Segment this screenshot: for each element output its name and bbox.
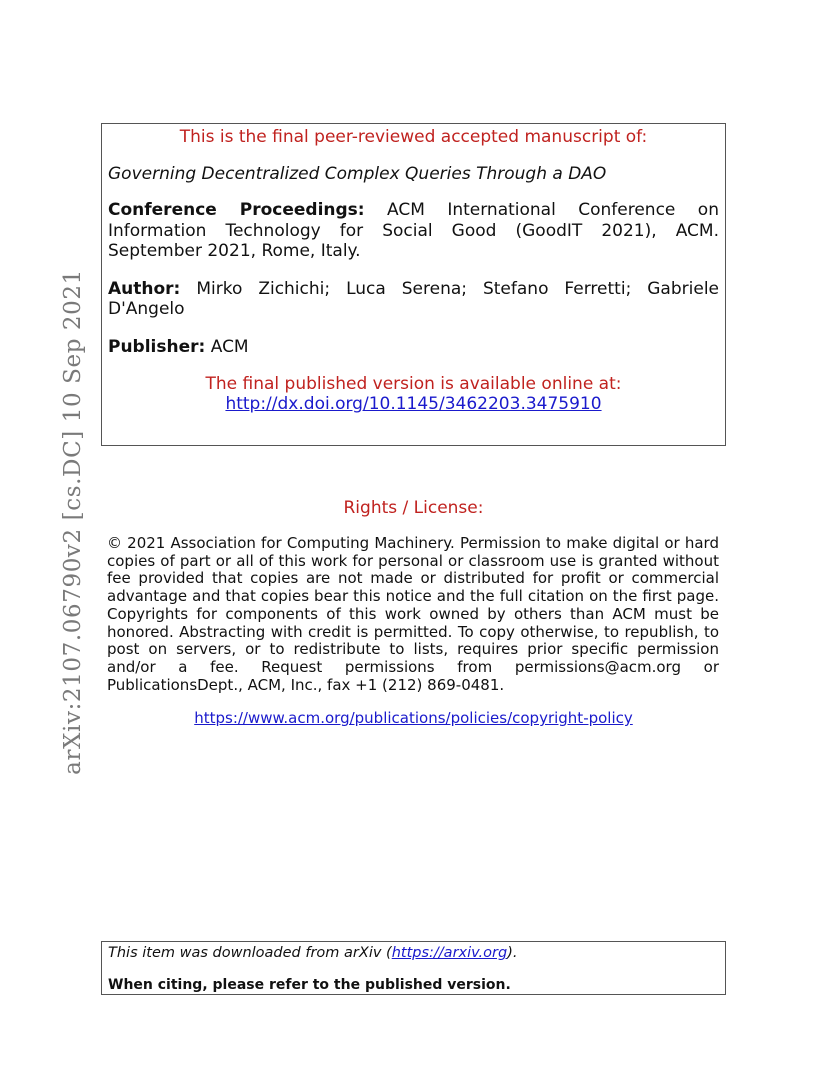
doi-line xyxy=(108,394,719,414)
conference-value: ACM International Conference on Information Technology for Social Good (GoodIT 2021), ACM. September 2021, Rome, Italy. xyxy=(108,200,719,261)
citing-note: When citing, please refer to the published version. xyxy=(108,977,511,993)
download-notice xyxy=(108,944,719,962)
conference-proceedings xyxy=(108,200,719,262)
download-prefix: This item was downloaded from arXiv ( xyxy=(108,945,392,961)
publisher-value: ACM xyxy=(205,336,249,357)
arxiv-identifier: arXiv:2107.06790v2 [cs.DC] 10 Sep 2021 xyxy=(60,269,87,775)
publisher-label: Publisher: xyxy=(108,336,206,357)
copyright-policy-link[interactable]: https://www.acm.org/publications/policies/copyright-policy xyxy=(194,709,633,727)
download-notice-box xyxy=(101,941,726,995)
copyright-policy-line xyxy=(101,709,726,727)
publisher xyxy=(108,337,719,358)
rights-text: © 2021 Association for Computing Machinery. Permission to make digital or hard copies of part or all of this work for personal or classroom use is granted without fee provided that copies are not made or distributed for profit or commercial advantage and that copies bear this notice and the full citation on the first page. Copyrights for components of this work owned by others than ACM must be honored. Abstracting with credit is permitted. To copy otherwise, to republish, to post on servers, or to redistribute to lists, requires prior specific permission and/or a fee. Request permissions from permissions@acm.org or PublicationsDept., ACM, Inc., fax +1 (212) 869-0481. xyxy=(107,534,719,694)
manuscript-header: This is the final peer-reviewed accepted manuscript of: xyxy=(179,127,648,147)
arxiv-side-stamp xyxy=(56,269,90,775)
author-value: Mirko Zichichi; Luca Serena; Stefano Ferretti; Gabriele D'Angelo xyxy=(108,278,719,319)
paper-title: Governing Decentralized Complex Queries Through a DAO xyxy=(108,164,607,184)
published-version-note: The final published version is available online at: xyxy=(205,374,622,394)
arxiv-link[interactable]: https://arxiv.org xyxy=(391,945,508,961)
download-suffix: ). xyxy=(507,945,518,961)
author-label: Author: xyxy=(108,278,181,299)
manuscript-info-box xyxy=(101,123,726,446)
author-list xyxy=(108,279,719,320)
conference-label: Conference Proceedings: xyxy=(108,200,365,220)
doi-link[interactable]: http://dx.doi.org/10.1145/3462203.3475910 xyxy=(225,394,602,414)
rights-heading: Rights / License: xyxy=(343,498,484,518)
